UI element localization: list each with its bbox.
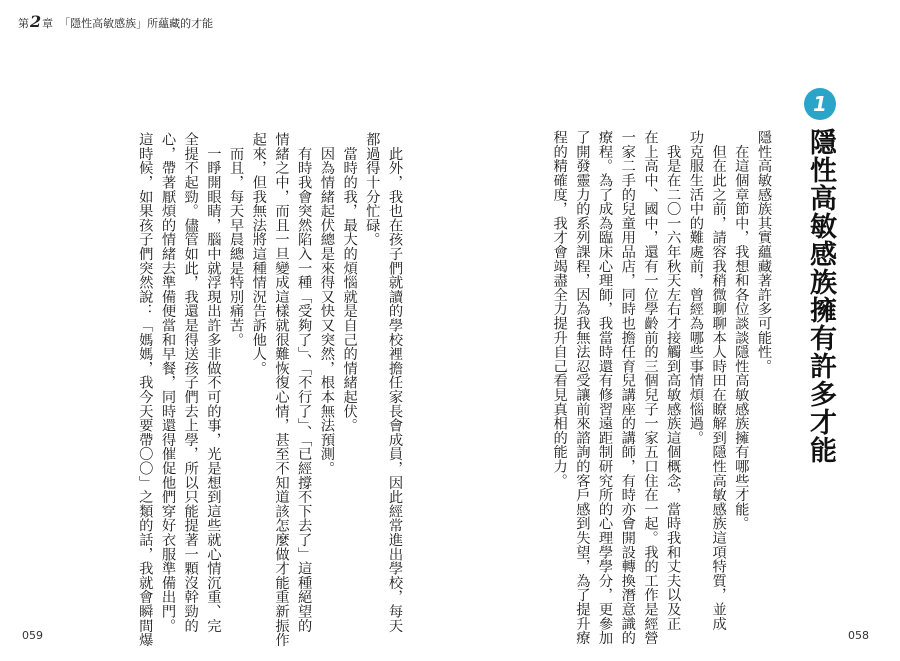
text-column: 療程。為了成為臨床心理師，我當時還有修習遠距制研究所的心理學學分，更參加	[597, 130, 614, 645]
text-column: 這時候，如果孩子們突然說：「媽媽，我今天要帶〇〇」之類的話，我就會瞬間爆	[137, 132, 154, 647]
text-column: 全提不起勁。儘管如此，我還是得送孩子們去上學，所以只能提著一顆沒幹勁的	[182, 132, 199, 633]
text-column: 而且，每天早晨總是特別痛苦。	[228, 132, 245, 347]
text-column: 因為情緒起伏總是來得又快又突然，根本無法預測。	[318, 132, 335, 476]
text-column: 此外，我也在孩子們就讀的學校裡擔任家長會成員，因此經常進出學校，每天	[387, 132, 403, 633]
text-column: 一睜開眼睛，腦中就浮現出許多非做不可的事，光是想到這些就心情沉重、完	[205, 132, 222, 633]
right-page-body	[548, 130, 775, 645]
text-column: 我是在二〇一六年秋天左右才接觸到高敏感族這個概念，當時我和丈夫以及正	[665, 130, 682, 631]
running-head	[18, 12, 213, 31]
text-column: 功克服生活中的難處前，曾經為哪些事情煩惱過。	[687, 130, 704, 445]
text-column: 隱性高敏感族其實蘊藏著許多可能性。	[756, 130, 772, 374]
text-column: 心，帶著厭煩的情緒去準備便當和早餐，同時還得催促他們穿好衣服準備出門。	[159, 132, 176, 633]
chapter-prefix: 第	[18, 17, 29, 30]
section-heading	[803, 88, 837, 464]
left-page-body	[134, 132, 406, 647]
text-column: 在這個章節中，我想和各位談談隱性高敏感族擁有哪些才能。	[733, 130, 750, 531]
left-page-number: 059	[22, 629, 43, 642]
text-column: 有時我會突然陷入一種「受夠了」、「不行了」、「已經撐不下去了」這種絕望的	[296, 132, 313, 633]
chapter-number: 2	[30, 12, 42, 31]
text-column: 程的精確度，我才會竭盡全力提升自己看見真相的能力。	[551, 130, 568, 488]
text-column: 但在此之前，請容我稍微聊聊本人時田在瞭解到隱性高敏感族這項特質，並成	[710, 130, 727, 631]
section-number-badge: 1	[804, 88, 836, 120]
section-title: 隱性高敏感族擁有許多才能	[805, 128, 836, 464]
text-column: 了開發靈力的系列課程，因為我無法忍受讓前來諮詢的客戶感到失望，為了提升療	[574, 130, 591, 645]
text-column: 情緒之中，而且一旦變成這樣就很難恢復心情，甚至不知道該怎麼做才能重新振作	[273, 132, 290, 647]
chapter-title: 「隱性高敏感族」所蘊藏的才能	[59, 17, 214, 30]
text-column: 當時的我，最大的煩惱就是自己的情緒起伏。	[341, 132, 358, 433]
right-page-number: 058	[848, 629, 869, 642]
chapter-suffix: 章	[42, 17, 54, 30]
text-column: 在上高中、國中，還有一位學齡前的三個兒子一家五口住在一起。我的工作是經營	[642, 130, 659, 645]
text-column: 一家二手的兒童用品店，同時也擔任育兒講座的講師，有時亦會開設轉換潛意識的	[619, 130, 636, 645]
text-column: 起來，但我無法將這種情況告訴他人。	[250, 132, 267, 376]
text-column: 都過得十分忙碌。	[364, 132, 381, 247]
